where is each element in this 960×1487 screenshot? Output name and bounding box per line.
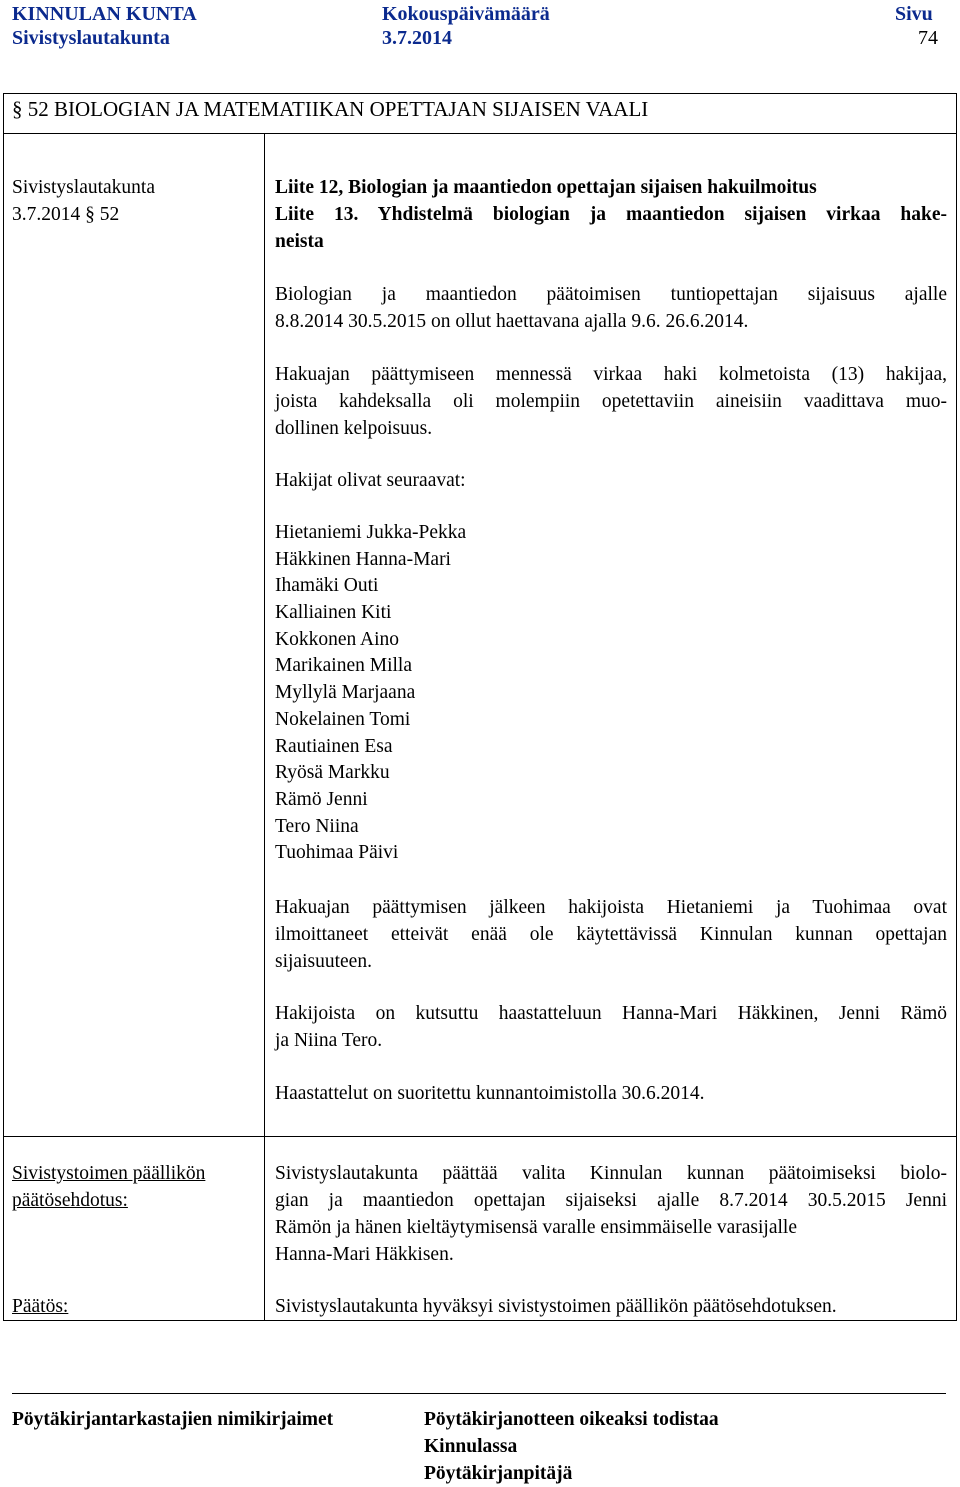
list-item: Nokelainen Tomi — [275, 708, 411, 730]
proposal-column-divider — [264, 1136, 265, 1321]
list-item: Myllylä Marjaana — [275, 682, 416, 704]
reference-body: Sivistyslautakunta — [12, 177, 155, 198]
proposal-text — [275, 1160, 947, 1268]
interviews-held-paragraph: Haastattelut on suoritettu kunnantoimistolla 30.6.2014. — [275, 1083, 705, 1104]
attachment-12: Liite 12, Biologian ja maantiedon opettajan sijaisen hakuilmoitus — [275, 177, 817, 198]
withdrawals-line-3: sijaisuuteen. — [275, 951, 372, 972]
applications-line-2: joista kahdeksalla oli molempiin opetettaviin aineisiin vaadittava muo- — [275, 391, 947, 412]
reference-date-section: 3.7.2014 § 52 — [12, 204, 120, 225]
attachment-13: Liite 13. Yhdistelmä biologian ja maantiedon sijaisen virkaa hake- — [275, 204, 947, 225]
interviews-line-2: ja Niina Tero. — [275, 1030, 383, 1051]
withdrawals-line-2: ilmoittaneet etteivät enää ole käytettävissä Kinnulan kunnan opettajan — [275, 924, 947, 945]
committee-name: Sivistyslautakunta — [12, 27, 170, 49]
list-item: Marikainen Milla — [275, 655, 413, 677]
page-number: 74 — [918, 27, 938, 49]
applications-line-3: dollinen kelpoisuus. — [275, 418, 433, 439]
left-column-divider — [264, 133, 265, 1136]
section-title: § 52 BIOLOGIAN JA MATEMATIIKAN OPETTAJAN SIJAISEN VAALI — [12, 97, 649, 121]
list-item: Rämö Jenni — [275, 788, 368, 810]
meeting-date-label: Kokouspäivämäärä — [382, 3, 550, 25]
applicant-list — [275, 520, 466, 867]
list-item: Hietaniemi Jukka-Pekka — [275, 522, 467, 543]
list-item: Kalliainen Kiti — [275, 602, 392, 624]
attachment-13-cont: neista — [275, 231, 324, 252]
withdrawals-line-1: Hakuajan päättymisen jälkeen hakijoista Hietaniemi ja Tuohimaa ovat — [275, 897, 947, 918]
proposal-label-1: Sivistystoimen päällikön — [12, 1163, 206, 1184]
withdrawals-paragraph — [275, 894, 947, 975]
list-item: Kokkonen Aino — [275, 628, 400, 650]
footer-divider — [12, 1393, 946, 1394]
municipality-name: KINNULAN KUNTA — [12, 3, 197, 25]
proposal-line-4: Hanna-Mari Häkkisen. — [275, 1244, 454, 1265]
section-sign-icon: § — [85, 204, 95, 225]
list-item: Tuohimaa Päivi — [275, 842, 399, 864]
vacancy-line-2: 8.8.2014 30.5.2015 on ollut haettavana ajalla 9.6. 26.6.2014. — [275, 311, 749, 332]
proposal-line-2: gian ja maantiedon opettajan sijaiseksi ajalle 8.7.2014 30.5.2015 Jenni — [275, 1190, 947, 1211]
proposal-divider — [3, 1136, 957, 1137]
applicants-intro: Hakijat olivat seuraavat: — [275, 470, 466, 491]
applications-line-1: Hakuajan päättymiseen mennessä virkaa haki kolmetoista (13) hakijaa, — [275, 364, 947, 385]
decision-text: Sivistyslautakunta hyväksyi sivistystoimen päällikön päätösehdotuksen. — [275, 1296, 837, 1317]
proposal-line-1: Sivistyslautakunta päättää valita Kinnulan kunnan päätoimiseksi biolo- — [275, 1163, 947, 1184]
meeting-date: 3.7.2014 — [382, 27, 452, 49]
attachment-list — [275, 174, 947, 255]
list-item: Häkkinen Hanna-Mari — [275, 548, 451, 570]
footer-secretary: Pöytäkirjanpitäjä — [424, 1463, 573, 1484]
list-item: Ihamäki Outi — [275, 575, 379, 597]
page-label: Sivu — [895, 3, 933, 25]
footer-place: Kinnulassa — [424, 1436, 518, 1457]
applications-paragraph — [275, 361, 947, 442]
title-divider — [3, 133, 957, 134]
proposal-line-3: Rämön ja hänen kieltäytymisensä varalle ensimmäiselle varasijalle — [275, 1217, 797, 1238]
list-item: Rautiainen Esa — [275, 735, 393, 757]
list-item: Tero Niina — [275, 815, 359, 837]
decision-label: Päätös: — [12, 1296, 69, 1317]
proposal-label-2: päätösehdotus: — [12, 1190, 128, 1211]
vacancy-paragraph — [275, 281, 947, 335]
interviews-paragraph — [275, 1000, 947, 1054]
vacancy-line-1: Biologian ja maantiedon päätoimisen tuntiopettajan sijaisuus ajalle — [275, 284, 947, 305]
interviews-line-1: Hakijoista on kutsuttu haastatteluun Hanna-Mari Häkkinen, Jenni Rämö — [275, 1003, 947, 1024]
footer-reviewers-initials: Pöytäkirjantarkastajien nimikirjaimet — [12, 1409, 334, 1430]
footer-certification: Pöytäkirjanotteen oikeaksi todistaa — [424, 1409, 719, 1430]
list-item: Ryösä Markku — [275, 762, 390, 784]
section-sign-icon: § — [12, 97, 23, 121]
